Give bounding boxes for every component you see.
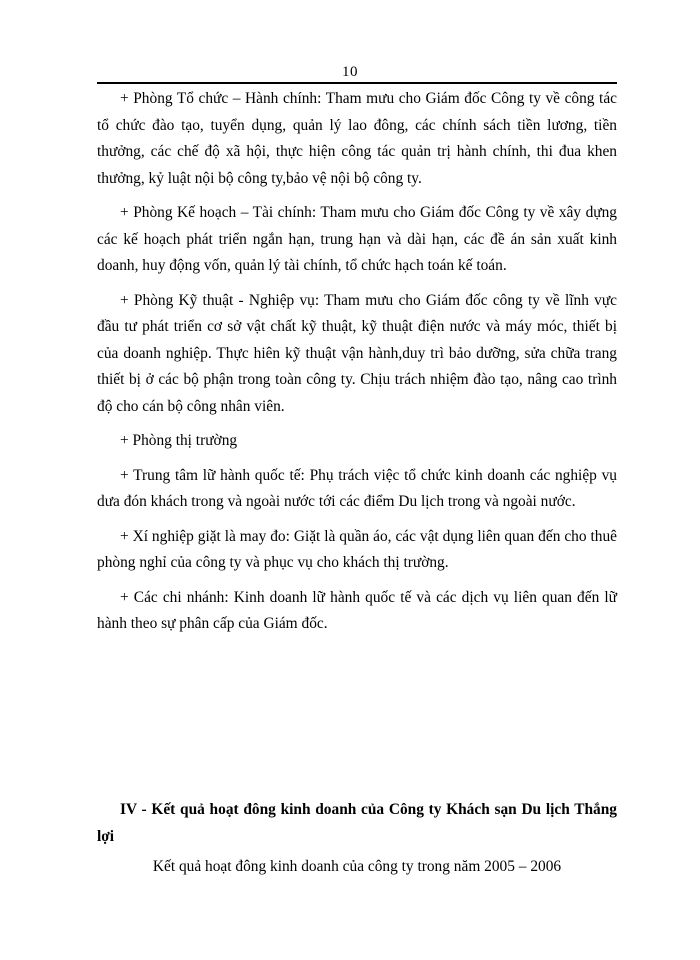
section-heading: IV - Kết quả hoạt đông kinh doanh của Công ty Khách sạn Du lịch Thắng lợi [97, 801, 617, 845]
paragraph-branches: + Các chi nhánh: Kinh doanh lữ hành quốc tế và các dịch vụ liên quan đến lữ hành theo sự phân cấp của Giám đốc. [97, 588, 617, 632]
paragraph-market-department: + Phòng thị trường [120, 432, 238, 449]
paragraph-laundry-enterprise: + Xí nghiệp giặt là may đo: Giặt là quần áo, các vật dụng liên quan đến cho thuê phòng nghỉ của công ty và phục vụ cho khách thị trường. [97, 527, 617, 571]
paragraph-technical-department: + Phòng Kỹ thuật - Nghiệp vụ: Tham mưu cho Giám đốc công ty về lĩnh vực đầu tư phát triển cơ sở vật chất kỹ thuật, kỹ thuật điện nước và máy móc, thiết bị của doanh nghiệp. Thực hiên kỹ thuật vận hành,duy trì bảo dưỡng, sửa chữa trang thiết bị ở các bộ phận trong toàn công ty. Chịu trách nhiệm đào tạo, nâng cao trình độ cho cán bộ công nhân viên. [97, 291, 617, 415]
paragraph-admin-department: + Phòng Tổ chức – Hành chính: Tham mưu cho Giám đốc Công ty về công tác tổ chức đào tạo, tuyển dụng, quản lý lao đông, các chính sách tiền lương, tiền thưởng, các chế độ xã hội, thực hiện công tác quản trị hành chính, thi đua khen thưởng, kỷ luật nội bộ công ty,bảo vệ nội bộ công ty. [97, 90, 617, 187]
paragraph-travel-center: + Trung tâm lữ hành quốc tế: Phụ trách việc tổ chức kinh doanh các nghiệp vụ dưa đón khách trong và ngoài nước tới các điểm Du lịch trong và ngoài nước. [97, 466, 617, 510]
paragraph-finance-department: + Phòng Kế hoạch – Tài chính: Tham mưu cho Giám đốc Công ty về xây dựng các kế hoạch phát triển ngắn hạn, trung hạn và dài hạn, các đề án sản xuất kinh doanh, huy động vốn, quản lý tài chính, tổ chức hạch toán kế toán. [97, 204, 617, 274]
page-number: 10 [342, 64, 358, 80]
section-subtitle: Kết quả hoạt đông kinh doanh của công ty trong năm 2005 – 2006 [152, 858, 562, 875]
document-body [97, 86, 617, 638]
header-rule [97, 82, 617, 84]
